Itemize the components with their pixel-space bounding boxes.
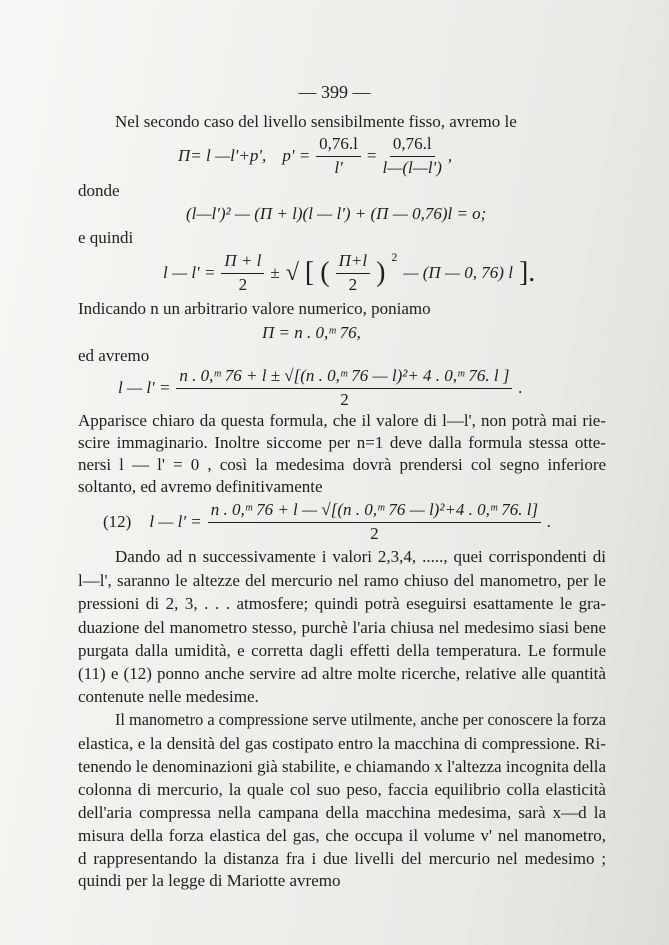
denominator: 2	[340, 390, 349, 409]
fraction	[221, 251, 264, 295]
formula-part: Π= l —l'+p',	[178, 146, 267, 165]
numerator: 0,76.l	[390, 134, 435, 157]
text-line: nersi l — l' = 0 , così la medesima dovrà prendersi col segno inferiore	[78, 455, 607, 474]
text-line: d rappresentando la distanza fra i due livelli del mercurio nel medesimo ;	[78, 849, 607, 868]
denominator: l'	[334, 158, 343, 177]
numerator: Π+l	[336, 251, 370, 274]
text-line: elastica, e la densità del gas costipato entro la macchina di compressione. Ri-	[78, 734, 606, 753]
equation-label: (12)	[103, 512, 132, 531]
text-line: scire immaginario. Inoltre siccome per n=1 deve dalla formula stessa otte-	[78, 433, 606, 452]
fraction	[316, 134, 361, 178]
formula-part: p' =	[282, 146, 311, 165]
text-line: Il manometro a compressione serve utilmente, anche per conoscere la forza	[115, 710, 606, 729]
square-root-sign: √	[285, 260, 299, 286]
formula-part: l — l' =	[163, 263, 216, 282]
text-line: quindi per la legge di Mariotte avremo	[78, 871, 341, 890]
denominator: l—(l—l')	[382, 158, 442, 177]
text-line: (11) e (12) ponno anche servire ad altre molte ricerche, relative alle quantità	[78, 664, 606, 683]
text-line: colonna di mercurio, la quale col suo peso, faccia equilibrio colla elasticità	[78, 780, 606, 799]
text-line: duazione del manometro stesso, purchè l'aria chiusa nel medesimo siasi bene	[78, 618, 607, 637]
formula-1	[178, 134, 452, 178]
formula-2: (l—l')² — (Π + l)(l — l') + (Π — 0,76)l = o;	[186, 204, 487, 223]
fraction	[208, 500, 541, 544]
formula-part: ±	[270, 263, 280, 282]
numerator: 0,76.l	[316, 134, 361, 157]
bracket: ].	[518, 257, 536, 288]
exponent: 2	[391, 250, 398, 264]
text-line: pressioni di 2, 3, . . . atmosfere; quindi potrà eseguirsi esattamente le gra-	[78, 594, 607, 613]
text-line: Nel secondo caso del livello sensibilmente fisso, avremo le	[115, 112, 517, 131]
formula-part: — (Π — 0, 76) l	[403, 263, 513, 282]
page-number: — 399 —	[298, 82, 371, 102]
text-line: dell'aria compressa nella campana della macchina medesima, sarà x—d la	[78, 803, 607, 822]
formula-part: =	[366, 146, 377, 165]
text-line: e quindi	[78, 228, 134, 247]
denominator: 2	[238, 275, 248, 294]
denominator: 2	[348, 275, 358, 294]
bracket: [	[304, 257, 315, 288]
text-line: purgata dalla umidità, e corretta dagli effetti della temperatura. Le formule	[78, 641, 607, 660]
text-line: misura della forza elastica del gas, che occupa il volume v' nel manometro,	[78, 826, 607, 845]
paren: (	[320, 257, 330, 288]
text-line: l—l', saranno le altezze del mercurio nel ramo chiuso del manometro, per le	[78, 571, 606, 590]
formula-part: .	[518, 378, 523, 397]
fraction	[336, 251, 370, 295]
text-line: Indicando n un arbitrario valore numerico, poniamo	[78, 299, 431, 318]
text-line: Dando ad n successivamente i valori 2,3,4, ....., quei corrispondenti di	[115, 547, 606, 566]
text-line: tenendo le denominazioni già stabilite, e chiamando x l'altezza incognita della	[78, 757, 607, 776]
paren: )	[376, 257, 386, 288]
denominator: 2	[370, 524, 379, 543]
formula-5	[118, 366, 523, 410]
formula-part: .	[547, 512, 552, 531]
formula-part: l — l' =	[149, 512, 202, 531]
formula-3	[163, 251, 535, 295]
fraction	[383, 134, 442, 178]
formula-4: Π = n . 0,ᵐ 76,	[262, 323, 361, 342]
text-line: donde	[78, 181, 120, 200]
text-line: soltanto, ed avremo definitivamente	[78, 477, 323, 496]
numerator: n . 0,ᵐ 76 + l — √[(n . 0,ᵐ 76 — l)²+4 . 0,ᵐ 76. l]	[208, 500, 541, 523]
text-line: ed avremo	[78, 346, 150, 365]
numerator: n . 0,ᵐ 76 + l ± √[(n . 0,ᵐ 76 — l)²+ 4 . 0,ᵐ 76. l ]	[176, 366, 512, 389]
text-line: Apparisce chiaro da questa formula, che il valore di l—l', non potrà mai rie-	[78, 411, 607, 430]
fraction	[176, 366, 512, 410]
text-line: contenute nelle medesime.	[78, 687, 259, 706]
formula-part: l — l' =	[118, 378, 171, 397]
numerator: Π + l	[221, 251, 264, 274]
formula-part: ,	[447, 146, 453, 165]
formula-12	[103, 500, 551, 544]
